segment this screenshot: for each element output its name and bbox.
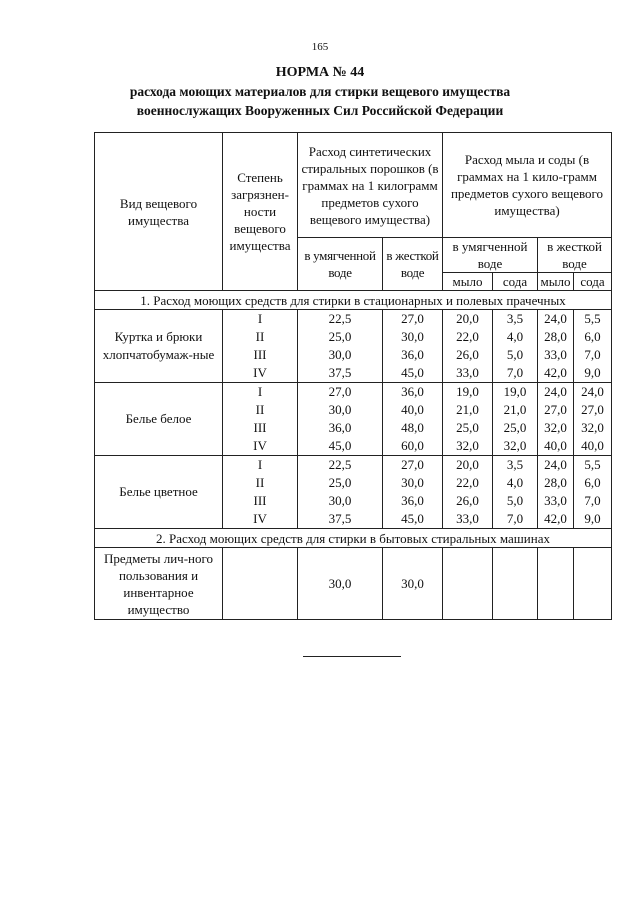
value-cell: 32,0	[493, 437, 538, 456]
value-cell: 7,0	[493, 510, 538, 529]
soil-degree-cell: I	[223, 456, 298, 475]
soil-degree-cell: II	[223, 328, 298, 346]
value-cell: 40,0	[574, 437, 612, 456]
value-cell: 27,0	[538, 401, 574, 419]
soil-degree-cell: I	[223, 310, 298, 329]
value-cell: 30,0	[383, 328, 443, 346]
value-cell: 32,0	[574, 419, 612, 437]
soil-degree-cell: III	[223, 492, 298, 510]
value-cell: 45,0	[298, 437, 383, 456]
value-cell: 30,0	[298, 401, 383, 419]
value-cell: 7,0	[574, 492, 612, 510]
value-cell: 42,0	[538, 510, 574, 529]
header-soft-water: в умягченной воде	[443, 238, 538, 273]
value-cell: 32,0	[443, 437, 493, 456]
header-soda-hard: сода	[574, 273, 612, 291]
soil-degree-cell: I	[223, 383, 298, 402]
value-cell: 9,0	[574, 510, 612, 529]
header-soap-soda: Расход мыла и соды (в граммах на 1 кило-грамм предметов сухого вещевого имущества)	[443, 133, 612, 238]
value-cell: 3,5	[493, 456, 538, 475]
norm-subtitle-line1: расхода моющих материалов для стирки вещевого имущества	[129, 84, 511, 99]
last-row-empty-cell	[493, 548, 538, 620]
norm-title: НОРМА № 44	[275, 65, 365, 80]
item-type-cell: Белье белое	[95, 383, 223, 456]
header-soil-degree: Степень загрязнен-ности вещевого имущества	[223, 133, 298, 291]
value-cell: 22,5	[298, 310, 383, 329]
last-row-empty-cell	[538, 548, 574, 620]
value-cell: 24,0	[538, 383, 574, 402]
value-cell: 26,0	[443, 492, 493, 510]
norm-subtitle-line2: военнослужащих Вооруженных Сил Российской Федерации	[136, 103, 504, 118]
value-cell: 25,0	[298, 328, 383, 346]
value-cell: 40,0	[383, 401, 443, 419]
soil-degree-cell: IV	[223, 364, 298, 383]
value-cell: 5,0	[493, 492, 538, 510]
table-row	[95, 456, 612, 475]
last-row-empty-cell	[443, 548, 493, 620]
value-cell: 33,0	[443, 510, 493, 529]
value-cell: 40,0	[538, 437, 574, 456]
value-cell: 27,0	[298, 383, 383, 402]
soil-degree-cell: IV	[223, 510, 298, 529]
value-cell: 36,0	[298, 419, 383, 437]
value-cell: 45,0	[383, 510, 443, 529]
soil-degree-cell: II	[223, 474, 298, 492]
value-cell: 36,0	[383, 346, 443, 364]
table-row	[95, 383, 612, 402]
value-cell: 24,0	[574, 383, 612, 402]
value-cell: 25,0	[298, 474, 383, 492]
value-cell: 24,0	[538, 310, 574, 329]
value-cell: 19,0	[443, 383, 493, 402]
value-cell: 60,0	[383, 437, 443, 456]
value-cell: 25,0	[443, 419, 493, 437]
value-cell: 30,0	[383, 474, 443, 492]
value-cell: 33,0	[443, 364, 493, 383]
page-number: 165	[311, 41, 329, 53]
value-cell: 5,5	[574, 310, 612, 329]
header-soda-soft: сода	[493, 273, 538, 291]
value-cell: 30,0	[298, 492, 383, 510]
value-cell: 27,0	[383, 310, 443, 329]
value-cell: 9,0	[574, 364, 612, 383]
value-cell: 4,0	[493, 474, 538, 492]
document-heading	[0, 64, 640, 119]
value-cell: 30,0	[298, 346, 383, 364]
value-cell: 27,0	[383, 456, 443, 475]
value-cell: 3,5	[493, 310, 538, 329]
value-cell: 21,0	[493, 401, 538, 419]
header-hard-water: в жесткой воде	[538, 238, 612, 273]
value-cell: 4,0	[493, 328, 538, 346]
section-heading-1: 1. Расход моющих средств для стирки в стационарных и полевых прачечных	[95, 291, 612, 310]
soil-degree-cell: II	[223, 401, 298, 419]
value-cell: 7,0	[493, 364, 538, 383]
value-cell: 48,0	[383, 419, 443, 437]
value-cell: 36,0	[383, 492, 443, 510]
value-cell: 27,0	[574, 401, 612, 419]
groups-body	[95, 310, 612, 529]
value-cell: 28,0	[538, 474, 574, 492]
value-cell: 5,5	[574, 456, 612, 475]
last-row-soil	[223, 548, 298, 620]
item-type-cell: Куртка и брюки хлопчатобумаж-ные	[95, 310, 223, 383]
soil-degree-cell: III	[223, 346, 298, 364]
value-cell: 33,0	[538, 346, 574, 364]
header-powder-soft-water: в умягченной воде	[298, 238, 383, 291]
last-row-empty-cell	[574, 548, 612, 620]
value-cell: 42,0	[538, 364, 574, 383]
value-cell: 24,0	[538, 456, 574, 475]
value-cell: 22,0	[443, 474, 493, 492]
value-cell: 37,5	[298, 510, 383, 529]
soil-degree-cell: IV	[223, 437, 298, 456]
value-cell: 5,0	[493, 346, 538, 364]
value-cell: 32,0	[538, 419, 574, 437]
header-synthetic-powder: Расход синтетических стиральных порошков (в граммах на 1 килограмм предметов сухого вещевого имущества)	[298, 133, 443, 238]
value-cell: 19,0	[493, 383, 538, 402]
value-cell: 22,0	[443, 328, 493, 346]
value-cell: 33,0	[538, 492, 574, 510]
header-soap-hard: мыло	[538, 273, 574, 291]
value-cell: 6,0	[574, 328, 612, 346]
value-cell: 45,0	[383, 364, 443, 383]
value-cell: 20,0	[443, 310, 493, 329]
value-cell: 6,0	[574, 474, 612, 492]
header-soap-soft: мыло	[443, 273, 493, 291]
soil-degree-cell: III	[223, 419, 298, 437]
value-cell: 37,5	[298, 364, 383, 383]
value-cell: 36,0	[383, 383, 443, 402]
value-cell: 7,0	[574, 346, 612, 364]
last-row-hard-water: 30,0	[383, 548, 443, 620]
value-cell: 20,0	[443, 456, 493, 475]
table-row	[95, 310, 612, 329]
last-row-soft-water: 30,0	[298, 548, 383, 620]
last-row-item-name: Предметы лич-ного пользования и инвентарное имущество	[95, 548, 223, 620]
section-heading-2: 2. Расход моющих средств для стирки в бытовых стиральных машинах	[95, 529, 612, 548]
norm-table	[94, 132, 612, 620]
end-rule	[303, 656, 401, 657]
header-item-type: Вид вещевого имущества	[95, 133, 223, 291]
header-powder-hard-water: в жесткой воде	[383, 238, 443, 291]
value-cell: 22,5	[298, 456, 383, 475]
value-cell: 25,0	[493, 419, 538, 437]
value-cell: 28,0	[538, 328, 574, 346]
item-type-cell: Белье цветное	[95, 456, 223, 529]
value-cell: 26,0	[443, 346, 493, 364]
value-cell: 21,0	[443, 401, 493, 419]
